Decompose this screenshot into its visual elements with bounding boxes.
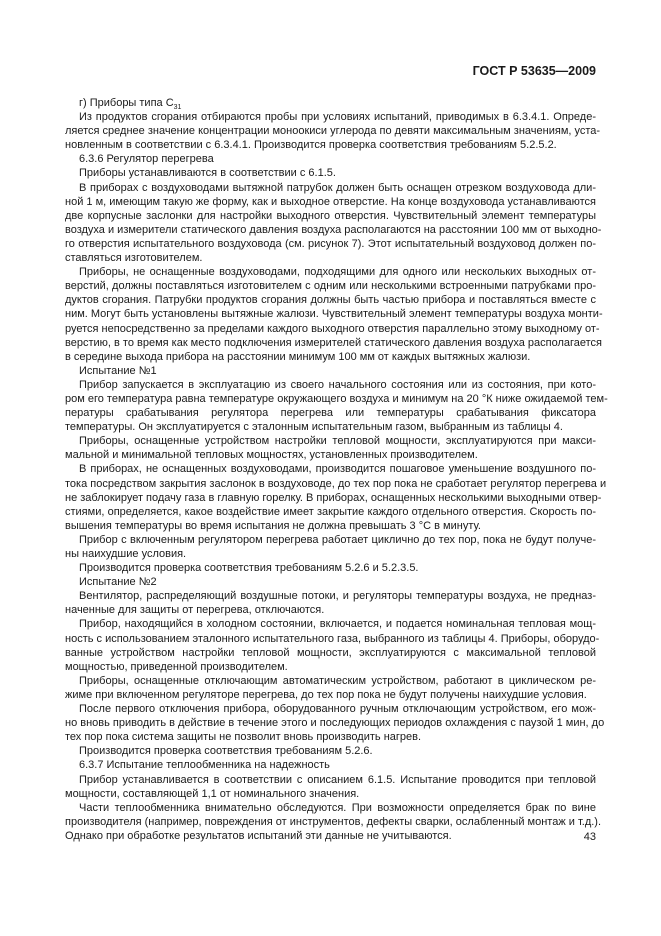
subscript: 31 bbox=[173, 104, 182, 112]
paragraph bbox=[65, 561, 596, 575]
text-line: руется непосредственно за пределами каждого выходного отверстия параллельно этому выходному от- bbox=[65, 322, 600, 335]
page-number: 43 bbox=[583, 831, 596, 843]
text-line: тех пор пока система защиты не позволит вновь производить нагрев. bbox=[65, 731, 422, 744]
text-line: но вновь приводить в действие в течение этого и последующих периодов охлаждения с паузой 1 мин, до bbox=[65, 717, 605, 730]
text-line: две корпусные заслонки для настройки выходного отверстия. Чувствительный элемент температуры bbox=[65, 209, 596, 222]
text-line: верстию, в то время как место подключения измерителей статического давления воздуха располагается bbox=[65, 336, 602, 349]
text-line: верстий, должны поставляться изготовителем с одним или несколькими встроенными патрубками про- bbox=[65, 280, 596, 293]
text-line: наченные для защиты от перегрева, отключаются. bbox=[65, 604, 325, 617]
paragraph bbox=[65, 533, 596, 561]
paragraph bbox=[65, 702, 605, 744]
list-item-g bbox=[65, 96, 596, 110]
text-line: ность с использованием эталонного испытательного газа, выбранного из таблицы 4. Приборы, оборудо- bbox=[65, 632, 600, 645]
paragraph bbox=[65, 589, 596, 617]
text-line: Части теплообменника внимательно обследуются. При возможности определяется брак по вине bbox=[79, 801, 596, 814]
paragraph bbox=[65, 181, 602, 266]
text-line: Приборы устанавливаются в соответствии с 6.1.5. bbox=[79, 167, 336, 180]
text-line: Прибор с включенным регулятором перегрева работает циклично до тех пор, пока не будут получе- bbox=[79, 533, 596, 546]
paragraph bbox=[65, 110, 601, 152]
text-line: ной 1 м, имеющим такую же форму, как и выходное отверстие. На конце воздуховода устанавливаются bbox=[65, 195, 596, 208]
text-line: стиями, определяется, какое воздействие имеет закрытие каждого отдельного отверстия. Скорость по- bbox=[65, 505, 596, 518]
paragraph bbox=[65, 434, 596, 462]
text-line: Прибор запускается в эксплуатацию из своего начального состояния или из состояния, при кото- bbox=[79, 378, 596, 391]
text-line: Вентилятор, распределяющий воздушные потоки, и регуляторы температуры воздуха, не предназ- bbox=[79, 590, 596, 603]
text-line: Приборы, оснащенные отключающим автоматическим устройством, работают в циклическом ре- bbox=[79, 674, 596, 687]
text-line: Испытание №1 bbox=[79, 364, 157, 377]
paragraph bbox=[65, 364, 596, 378]
text-line: ванные устройством настройки тепловой мощности, эксплуатируются с максимальной тепловой bbox=[65, 646, 596, 659]
text-line: В приборах с воздуховодами вытяжной патрубок должен быть оснащен отрезком воздуховода дли- bbox=[79, 181, 596, 194]
paragraph bbox=[65, 801, 602, 843]
text-line: Приборы, оснащенные устройством настройки тепловой мощности, эксплуатируются при макси- bbox=[79, 435, 596, 448]
text-line: мальной и минимальной тепловых мощностях, установленных производителем. bbox=[65, 449, 478, 462]
text-line: ляется среднее значение концентрации моноокиси углерода по девяти максимальным значениям, уста- bbox=[65, 125, 601, 138]
text-line: Из продуктов сгорания отбираются пробы при условиях испытаний, приводимых в 6.3.4.1. Опреде- bbox=[79, 111, 596, 124]
text-line: Производится проверка соответствия требованиям 5.2.6 и 5.2.3.5. bbox=[79, 562, 419, 575]
text-line: температуры. Он эксплуатируется с эталонным испытательным газом, выбранным из таблицы 4. bbox=[65, 421, 563, 434]
paragraph bbox=[65, 152, 596, 166]
paragraph bbox=[65, 744, 596, 758]
text-line: ром его температура равна температуре окружающего воздуха и минимум на 20 °К ниже ожидаемой тем- bbox=[65, 392, 608, 405]
text-line: Производится проверка соответствия требованиям 5.2.6. bbox=[79, 745, 373, 758]
text-line: жиме при включенном регуляторе перегрева, до тех пор пока не будут получены наихудшие условия. bbox=[65, 688, 587, 701]
text-line: ставляться изготовителем. bbox=[65, 252, 203, 265]
list-item-text: г) Приборы типа С bbox=[79, 97, 174, 109]
text-line: Однако при обработке результатов испытаний эти данные не учитываются. bbox=[65, 829, 452, 842]
document-body bbox=[65, 96, 608, 843]
text-line: ны наихудшие условия. bbox=[65, 548, 187, 560]
text-line: дуктов сгорания. Патрубки продуктов сгорания должны быть частью прибора и поставляться вместе с bbox=[65, 294, 596, 307]
paragraph bbox=[65, 462, 607, 532]
text-line: го отверстия испытательного воздуховода (см. рисунок 7). Этот испытательный воздуховод должен по- bbox=[65, 237, 596, 250]
text-line: Прибор, находящийся в холодном состоянии, включается, и подается номинальная тепловая мощ- bbox=[79, 618, 596, 631]
paragraph bbox=[65, 758, 596, 772]
text-line: вышения температуры во время испытания не должна превышать 3 °С в минуту. bbox=[65, 519, 481, 532]
text-line: новленным в соответствии с 6.3.4.1. Производится проверка соответствия требованиям 5.2.5.2. bbox=[65, 139, 557, 152]
paragraph bbox=[65, 378, 608, 434]
paragraph bbox=[65, 617, 600, 673]
text-line: производителя (например, повреждения от инструментов, дефекты сварки, ослабленный монтаж и т.д.). bbox=[65, 815, 602, 828]
text-line: не заблокирует подачу газа в главную горелку. В приборах, оснащенных несколькими выходными отвер- bbox=[65, 491, 602, 504]
text-line: Приборы, не оснащенные воздуховодами, подходящими для одного или нескольких выходных от- bbox=[79, 266, 596, 279]
paragraph bbox=[65, 265, 603, 364]
paragraph bbox=[65, 575, 596, 589]
text-line: 6.3.7 Испытание теплообменника на надежность bbox=[79, 759, 330, 772]
text-line: воздуха и измерители статического давления воздуха располагаются на расстоянии 100 мм от выходно- bbox=[65, 223, 602, 236]
paragraph bbox=[65, 773, 596, 801]
text-line: пературы срабатывания регулятора перегрева или температуры срабатывания фиксатора bbox=[65, 407, 596, 420]
text-line: 6.3.6 Регулятор перегрева bbox=[79, 153, 214, 166]
text-line: мощностью, приведенной производителем. bbox=[65, 660, 288, 673]
text-line: ним. Могут быть установлены вытяжные жалюзи. Чувствительный элемент температуры воздуха монти- bbox=[65, 308, 603, 321]
text-line: мощности, составляющей 1,1 от номинального значения. bbox=[65, 787, 360, 800]
paragraph bbox=[65, 166, 596, 180]
text-line: в середине выхода прибора на расстоянии минимум 100 мм от каждых вытяжных жалюзи. bbox=[65, 350, 531, 363]
document-header: ГОСТ Р 53635—2009 bbox=[472, 64, 596, 78]
text-line: В приборах, не оснащенных воздуховодами, производится пошаговое уменьшение воздушного по- bbox=[79, 463, 596, 476]
text-line: Прибор устанавливается в соответствии с описанием 6.1.5. Испытание проводится при тепловой bbox=[79, 773, 596, 786]
text-line: Испытание №2 bbox=[79, 576, 157, 589]
text-line: После первого отключения прибора, оборудованного ручным отключающим устройством, его мож- bbox=[79, 703, 596, 716]
paragraph bbox=[65, 674, 596, 702]
text-line: тока посредством закрытия заслонок в воздуховоде, до тех пор пока не сработает регулятор перегрева и bbox=[65, 477, 607, 490]
